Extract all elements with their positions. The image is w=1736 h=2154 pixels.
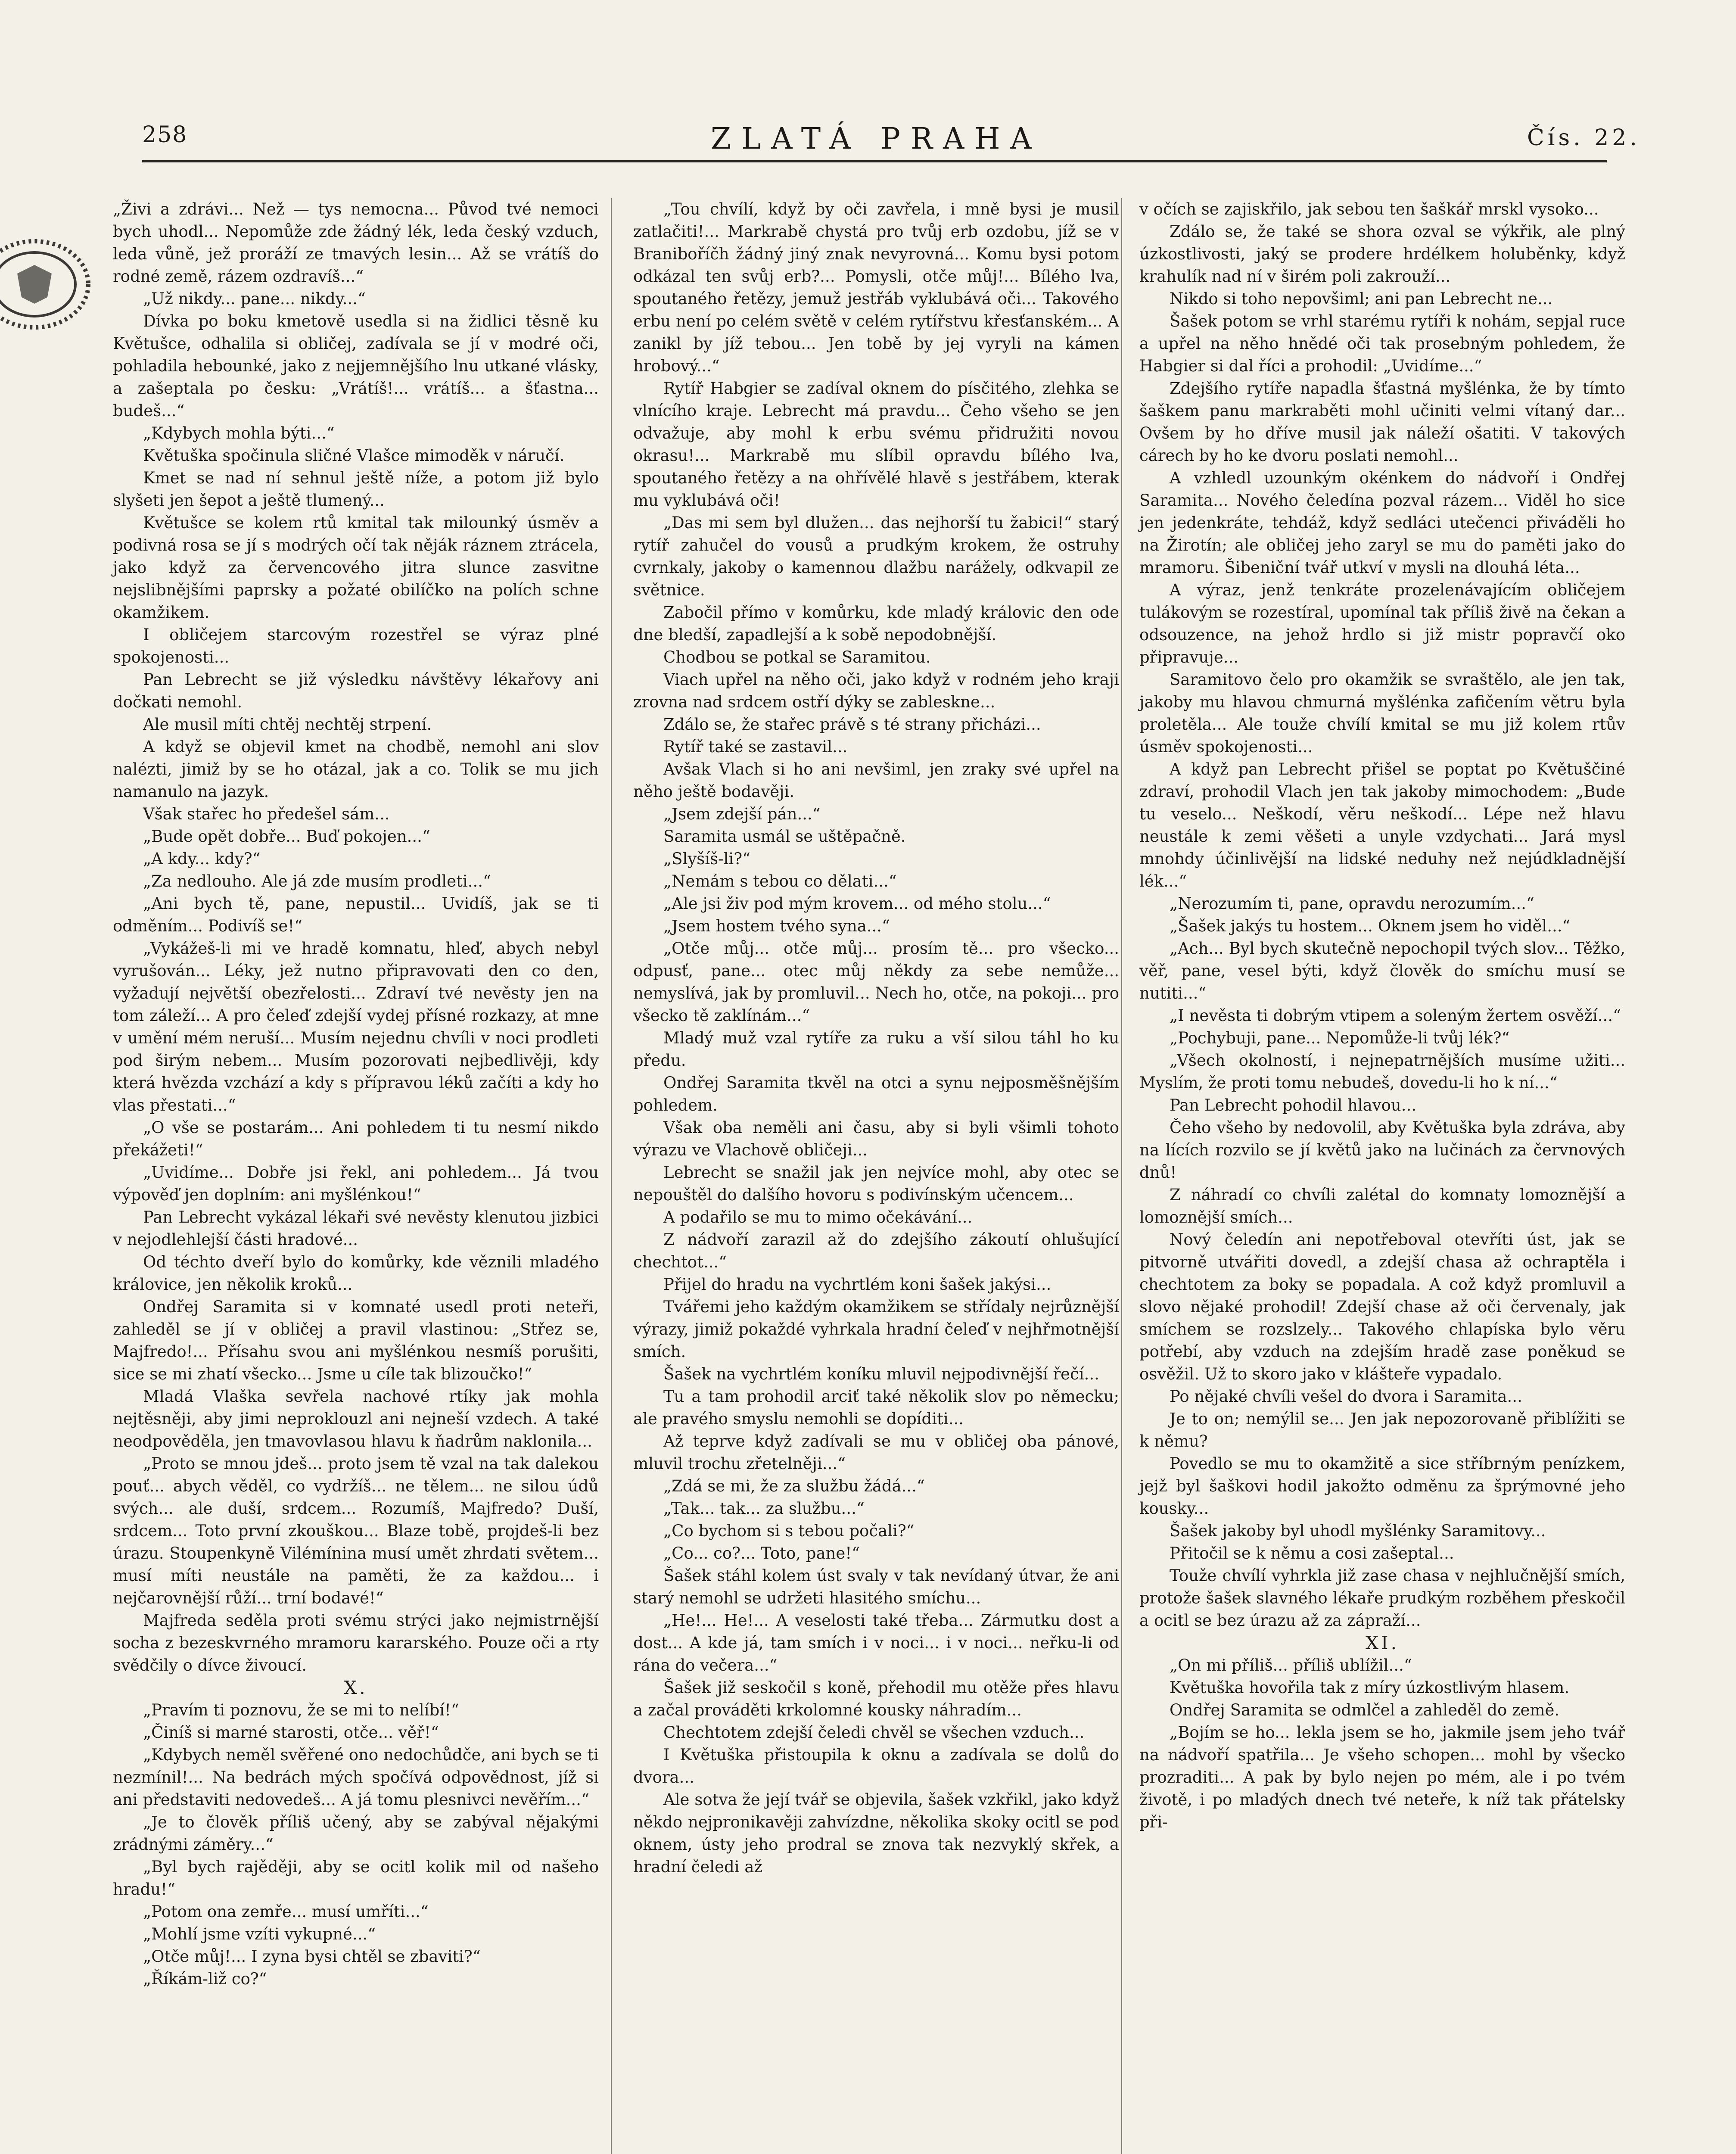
paragraph: Zabočil přímo v komůrku, kde mladý královic den ode dne bledší, zapadlejší a k sobě nepodobnější. <box>633 603 1119 644</box>
paragraph: „Za nedlouho. Ale já zde musím prodleti...“ <box>143 872 491 890</box>
page-title: ZLATÁ PRAHA <box>711 122 1042 156</box>
paragraph: Ondřej Saramita si v komnaté usedl proti neteři, zahleděl se jí v obličej a pravil vlastinou: „Střez se, Majfredo!... Přísahu svou ani myšlénkou nesmíš porušiti, sice se mi zhatí všecko... Jsme u cíle tak blizoučko!“ <box>113 1298 599 1383</box>
paragraph: Ale sotva že její tvář se objevila, šašek vzkřikl, jako když někdo nejpronikavěji zahvízdne, několika skoky ocitl se pod oknem, ústy jeho prodral se znova tak nezvyklý skřek, a hradní čeledi až <box>633 1790 1119 1876</box>
paragraph: Pan Lebrecht se již výsledku návštěvy lékařovy ani dočkati nemohl. <box>113 670 599 711</box>
paragraph: „Pravím ti poznovu, že se mi to nelíbí!“ <box>143 1701 459 1719</box>
paragraph: Až teprve když zadívali se mu v obličej oba pánové, mluvil trochu zřetelněji...“ <box>633 1432 1119 1473</box>
paragraph: „Otče můj!... I zyna bysi chtěl se zbaviti?“ <box>143 1947 481 1966</box>
paragraph: „Bojím se ho... lekla jsem se ho, jakmile jsem jeho tvář na nádvoří spatřila... Je všeho schopen... mohl by všecko prozraditi... A pak by bylo nejen po mém, ale i po tvém životě, i po mladých dnech tvé neteře, k níž tak přátelsky při- <box>1139 1723 1625 1831</box>
paragraph: Kmet se nad ní sehnul ještě níže, a potom již bylo slyšeti jen šepot a ještě tlumený... <box>113 469 599 510</box>
paragraph: „Co... co?... Toto, pane!“ <box>663 1544 860 1563</box>
paragraph: „Kdybych neměl svěřené ono nedochůdče, ani bych se ti nezmínil!... Na bedrách mých spočívá odpovědnost, jíž si ani představiti nedovedeš... A já tomu plesnivci nevěřím...“ <box>113 1746 599 1809</box>
paragraph: Pan Lebrecht pohodil hlavou... <box>1170 1096 1416 1114</box>
paragraph: Chodbou se potkal se Saramitou. <box>663 648 931 666</box>
paragraph: „Je to člověk příliš učený, aby se zabýval nějakými zrádnými záměry...“ <box>113 1813 599 1854</box>
paragraph: Však stařec ho předešel sám... <box>143 805 390 823</box>
header-rule <box>142 160 1607 162</box>
paragraph: Z nádvoří zarazil až do zdejšího zákoutí ohlušující chechtot...“ <box>633 1230 1119 1271</box>
paragraph: Rytíř také se zastavil... <box>663 738 848 756</box>
paragraph: Čeho všeho by nedovolil, aby Květuška byla zdráva, aby na lících rozvilo se jí květů jako na lučinách za červnových dnů! <box>1139 1118 1625 1182</box>
paragraph: I obličejem starcovým rozestřel se výraz plné spokojenosti... <box>113 626 599 666</box>
paragraph: Po nějaké chvíli vešel do dvora i Saramita... <box>1170 1387 1522 1406</box>
paragraph: „Bude opět dobře... Buď pokojen...“ <box>143 827 430 846</box>
paragraph: Mladý muž vzal rytíře za ruku a vší silou táhl ho ku předu. <box>633 1029 1119 1070</box>
paragraph: Květuška hovořila tak z míry úzkostlivým hlasem. <box>1170 1678 1570 1697</box>
paragraph: „Jsem zdejší pán...“ <box>663 805 821 823</box>
paragraph: Touže chvílí vyhrkla již zase chasa v nejhlučnější smích, protože šašek slavného lékaře prudkým rozběhem přeskočil a ocitl se bez úrazu až za zápraží... <box>1139 1566 1625 1630</box>
paragraph: Chechtotem zdejší čeledi chvěl se všechen vzduch... <box>663 1723 1085 1742</box>
paragraph: Je to on; nemýlil se... Jen jak nepozorovaně přiblížiti se k němu? <box>1139 1410 1625 1451</box>
paragraph: Přitočil se k němu a cosi zašeptal... <box>1170 1544 1454 1563</box>
paragraph: Z náhradí co chvíli zalétal do komnaty lomoznější a lomoznější smích... <box>1139 1186 1625 1226</box>
paragraph: Lebrecht se snažil jak jen nejvíce mohl, aby otec se nepouštěl do dalšího hovoru s podivínským učencem... <box>633 1163 1119 1204</box>
paragraph: Přijel do hradu na vychrtlém koni šašek jakýsi... <box>663 1275 1052 1294</box>
text-column-2 <box>633 198 1119 1878</box>
paragraph: „Das mi sem byl dlužen... das nejhorší tu žabici!“ starý rytíř zahučel do vousů a prudkým krokem, že ostruhy cvrnkaly, jakoby o kamennou dlažbu narážely, odkvapil ze světnice. <box>633 514 1119 599</box>
paragraph: A když se objevil kmet na chodbě, nemohl ani slov nalézti, jimiž by se ho otázal, jak a co. Tolik se mu jich namanulo na jazyk. <box>113 738 599 801</box>
paragraph: Saramitovo čelo pro okamžik se svraštělo, ale jen tak, jakoby mu hlavou chmurná myšlénka zafičením větru byla proletěla... Ale touže chvílí kmital se mu již kolem rtův úsměv spokojenosti... <box>1139 670 1625 756</box>
paragraph: „Ale jsi živ pod mým krovem... od mého stolu...“ <box>663 894 1051 913</box>
paragraph: Mladá Vlaška sevřela nachové rtíky jak mohla nejtěsněji, aby jimi neproklouzl ani nejneší vzdech. A také neodpověděla, jen tmavovlasou hlavu k ňadrům naklonila... <box>113 1387 599 1451</box>
paragraph: I Květuška přistoupila k oknu a zadívala se dolů do dvora... <box>633 1746 1119 1787</box>
page-number: 258 <box>142 122 188 148</box>
paragraph: Povedlo se mu to okamžitě a sice stříbrným penízkem, jejž byl šaškovi hodil jakožto odměnu za šprýmovné jeho kousky... <box>1139 1454 1625 1518</box>
paragraph: „Ach... Byl bych skutečně nepochopil tvých slov... Těžko, věř, pane, vesel býti, když člověk do smíchu musí se nutiti...“ <box>1139 939 1625 1002</box>
column-rule-2 <box>1121 198 1122 2154</box>
paragraph: Šašek stáhl kolem úst svaly v tak nevídaný útvar, že ani starý nemohl se udržeti hlasitého smíchu... <box>633 1566 1119 1607</box>
paragraph: „Tou chvílí, když by oči zavřela, i mně bysi je musil zatlačiti!... Markrabě chystá pro tvůj erb ozdobu, jíž se v Braniboříčh žádný jiný znak nevyrovná... Komu bysi potom odkázal ten svůj erb?... Pomysli, otče můj!... Bílého lva, spoutaného řetězy, jemuž jestřáb vyklubává oči... Takového erbu není po celém světě v celém rytířstvu křesťanském... A zanikl by jíž tebou... Jen tobě by jej vyryli na kámen hrobový...“ <box>633 200 1119 375</box>
paragraph: Avšak Vlach si ho ani nevšiml, jen zraky své upřel na něho ještě bodavěji. <box>633 760 1119 801</box>
paragraph: Šašek na vychrtlém koníku mluvil nejpodivnější řečí... <box>663 1365 1099 1383</box>
paragraph: „Šašek jakýs tu hostem... Oknem jsem ho viděl...“ <box>1170 917 1571 935</box>
paragraph: Šašek potom se vrhl starému rytíři k nohám, sepjal ruce a upřel na něho hnědé oči tak prosebným pohledem, že Habgier si dal říci a prohodil: „Uvidíme...“ <box>1139 312 1625 375</box>
paragraph: Rytíř Habgier se zadíval oknem do písčitého, zlehka se vlnícího kraje. Lebrecht má pravdu... Čeho všeho se jen odvažuje, aby mohl k erbu svému přidružiti novou okrasu!... Markrabě mu slíbil opravdu bílého lva, spoutaného řetězy a na ohřívělé hlavě s jestřábem, kterak mu vyklubává oči! <box>633 379 1119 510</box>
paragraph: „Jsem hostem tvého syna...“ <box>663 917 890 935</box>
paragraph: „O vše se postarám... Ani pohledem ti tu nesmí nikdo překážeti!“ <box>113 1118 599 1159</box>
paragraph: „Byl bych rajěději, aby se ocitl kolik mil od našeho hradu!“ <box>113 1858 599 1899</box>
paragraph: A podařilo se mu to mimo očekávání... <box>663 1208 973 1226</box>
paragraph: Květušce se kolem rtů kmital tak milounký úsměv a podivná rosa se jí s modrých očí tak něják ráznem ztrácela, jako když za červencového jitra slunce zasvitne nejslibnějšími paprsky a požaté obilíčko na polích schne okamžikem. <box>113 514 599 622</box>
paragraph: „Slyšíš-li?“ <box>663 850 750 868</box>
paragraph: „Potom ona zemře... musí umříti...“ <box>143 1902 429 1921</box>
paragraph: Pan Lebrecht vykázal lékaři své nevěsty klenutou jizbici v nejodlehlejší části hradové... <box>113 1208 599 1249</box>
paragraph: Tvářemi jeho každým okamžikem se střídaly nejrůznější výrazy, jimiž pokaždé vyhrkala hradní čeleď v nejhřmotnější smích. <box>633 1298 1119 1361</box>
paragraph: Šašek jakoby byl uhodl myšlénky Saramitovy... <box>1170 1522 1546 1540</box>
paragraph: Zdejšího rytíře napadla šťastná myšlénka, že by tímto šaškem panu markraběti mohl učiniti velmi vítaný dar... Ovšem by ho dříve musil jak náleží ošatiti. V takových cárech by ho ke dvoru poslati nemohl... <box>1139 379 1625 465</box>
paragraph: Zdálo se, že stařec právě s té strany přicházi... <box>663 715 1041 734</box>
paragraph: „Už nikdy... pane... nikdy...“ <box>143 289 366 308</box>
column-rule-1 <box>611 198 612 2154</box>
paragraph: „Všech okolností, i nejnepatrnějších musíme užiti... Myslím, že proti tomu nebudeš, dovedu-li ho k ní...“ <box>1139 1051 1625 1092</box>
paragraph: Viach upřel na něho oči, jako když v rodném jeho kraji zrovna nad srdcem ostří dýky se zablesknе... <box>633 670 1119 711</box>
paragraph: Saramita usmál se uštěpačně. <box>663 827 906 846</box>
paragraph: „Vykážeš-li mi ve hradě komnatu, hleď, abych nebyl vyrušován... Léky, jež nutno připravovati den co den, vyžadují největší obezřelosti... Zdraví tvé nevěsty jen na tom záleží... A pro čeleď zdejší vydej přísné rozkazy, at mne v umění mém neruší... Musím nejednu chvíli v noci prodleti pod širým nebem... Musím pozorovati nejbedlivěji, kdy která hvězda vzchází a kdy s přípravou léků začíti a kdy ho vlas přestati...“ <box>113 939 599 1114</box>
paragraph: Ondřej Saramita se odmlčel a zahleděl do země. <box>1170 1701 1560 1719</box>
paragraph: „Nerozumím ti, pane, opravdu nerozumím...“ <box>1170 894 1534 913</box>
paragraph: Ondřej Saramita tkvěl na otci a synu nejposměšnějším pohledem. <box>633 1074 1119 1114</box>
paragraph: „Zdá se mi, že za službu žádá...“ <box>663 1477 925 1495</box>
paragraph: „He!... He!... A veselosti také třeba... Zármutku dost a dost... A kde já, tam smích i v noci... i v noci... neřku-li od rána do večera...“ <box>633 1611 1119 1675</box>
section-heading: X. <box>344 1677 368 1698</box>
paragraph: „Ani bych tě, pane, nepustil... Uvidíš, jak se ti odměním... Podivíš se!“ <box>113 894 599 935</box>
paragraph: Od téchto dveří bylo do komůrky, kde věznili mladého královice, jen několik kroků... <box>113 1253 599 1294</box>
paragraph: Však oba neměli ani času, aby si byli všimli tohoto výrazu ve Vlachově obličeji... <box>633 1118 1119 1159</box>
paragraph: „Pochybuji, pane... Nepomůže-li tvůj lék?“ <box>1170 1029 1510 1047</box>
paragraph: „Tak... tak... za službu...“ <box>663 1499 865 1518</box>
paragraph: Zdálo se, že také se shora ozval se výkřik, ale plný úzkostlivosti, jaký se prodere hrdélkem holuběnky, když krahulík nad ní v širém poli zakrouží... <box>1139 222 1625 286</box>
paragraph: „Mohlí jsme vzíti vykupné...“ <box>143 1925 376 1943</box>
paragraph: Ale musil míti chtěj nechtěj strpení. <box>143 715 432 734</box>
issue-number: Čís. 22. <box>1527 125 1640 151</box>
section-heading: XI. <box>1366 1632 1399 1653</box>
paragraph: „On mi příliš... příliš ublížil...“ <box>1170 1656 1412 1675</box>
paragraph: Nový čeledín ani nepotřeboval otevříti úst, jak se pitvorně utvářiti dovedl, a zdejší chasa až ochraptěla i chechtotem za boky se popadala. A což když promluvil a slovo nějaké prohodil! Zdejší chase až oči červenaly, jak smíchem se rozslzely... Takového chlapíska bylo věru potřebí, aby vzduch na zdejším hradě zase poněkud se osvěžil. Už to skoro jako v klášteře vypadalo. <box>1139 1230 1625 1383</box>
paragraph: Šašek již seskočil s koně, přehodil mu otěže přes hlavu a začal prováděti krkolomné kousky náhradím... <box>633 1678 1119 1719</box>
paragraph: A když pan Lebrecht přišel se poptat po Květuščiné zdraví, prohodil Vlach jen tak jakoby mimochodem: „Bude tu veselo... Neškodí, věru neškodí... Lépe než hlavu neustále k zemi věšeti a unyle vzdychati... Jará mysl mnohdy účinlivější na lidské neduhy než nejúdkladnější lék...“ <box>1139 760 1625 890</box>
paragraph: „Nemám s tebou co dělati...“ <box>663 872 897 890</box>
paragraph: „Otče můj... otče můj... prosím tě... pro všecko... odpusť, pane... otec můj někdy za sebe nemůže... nemyslívá, jak by promluvil... Nech ho, otče, na pokoji... pro všecko tě zaklínám...“ <box>633 939 1119 1025</box>
paragraph: „Co bychom si s tebou počali?“ <box>663 1522 915 1540</box>
library-stamp <box>0 233 95 336</box>
paragraph: Majfreda seděla proti svému strýci jako nejmistrnější socha z bezeskvrného mramoru kararského. Pouze oči a rty svědčily o dívce živoucí. <box>113 1611 599 1675</box>
paragraph: Květuška spočinula sličné Vlašce mimoděk v náručí. <box>143 446 565 465</box>
paragraph: „Kdybych mohla býti...“ <box>143 424 335 442</box>
paragraph: Nikdo si toho nepovšiml; ani pan Lebrecht ne... <box>1170 289 1553 308</box>
text-column-3 <box>1139 198 1625 1833</box>
paragraph: „Uvidíme... Dobře jsi řekl, ani pohledem... Já tvou výpověď jen doplním: ani myšlénkou!“ <box>113 1163 599 1204</box>
paragraph: „Činíš si marné starosti, otče... věř!“ <box>143 1723 439 1742</box>
paragraph: „Proto se mnou jdeš... proto jsem tě vzal na tak dalekou pouť... abych věděl, co vydržíš... ne tělem... ne silou údů svých... ale duší, srdcem... Rozumíš, Majfredo? Duší, srdcem... Toto první zkouškou... Blaze tobě, projdeš-li bez úrazu. Stoupenkyně Vilémínina musí umět zhrdati světem... musí míti neustále na paměti, že za každou... i nejčarovnější růží... trní bodavé!“ <box>113 1454 599 1607</box>
paragraph: „Říkám-liž co?“ <box>143 1970 267 1988</box>
text-column-1 <box>113 198 599 1990</box>
paragraph: „A kdy... kdy?“ <box>143 850 261 868</box>
paragraph: A vzhledl uzounkým okénkem do nádvoří i Ondřej Saramita... Nového čeledína pozval rázem... Viděl ho sice jen jedenkráte, tehdáž, když sedláci utečenci přiváděli ho na Žirotín; ale obličej jeho zaryl se mu do paměti jako do mramoru. Šibeniční tvář utkví v mysli na dlouhá léta... <box>1139 469 1625 577</box>
paragraph: Dívka po boku kmetově usedla si na židlici těsně ku Květušce, odhalila si obličej, zadívala se jí v modré oči, pohladila hebounké, jako z nejjemnějšího lnu utkané vlásky, a zašeptala po česku: „Vrátíš!... vrátíš... a šťastna... budeš...“ <box>113 312 599 420</box>
paragraph: A výraz, jenž tenkráte prozelenávajícím obličejem tulákovým se rozestíral, upomínal tak příliš živě na čekan a odsouzence, na jehož hrdlo si již mistr popravčí oko připravuje... <box>1139 581 1625 666</box>
paragraph: Tu a tam prohodil arciť také několik slov po německu; ale pravého smyslu nemohli se dopíditi... <box>633 1387 1119 1428</box>
paragraph: „I nevěsta ti dobrým vtipem a soleným žertem osvěží...“ <box>1170 1006 1621 1025</box>
paragraph: v očích se zajiskřilo, jak sebou ten šaškář mrskl vysoko... <box>1139 200 1599 218</box>
paragraph: „Živi a zdrávi... Než — tys nemocna... Původ tvé nemoci bych uhodl... Nepomůže zde žádný lék, leda český vzduch, leda vůně, jež proráží ze tmavých lesin... Až se vrátíš do rodné země, rázem ozdravíš...“ <box>113 200 599 286</box>
